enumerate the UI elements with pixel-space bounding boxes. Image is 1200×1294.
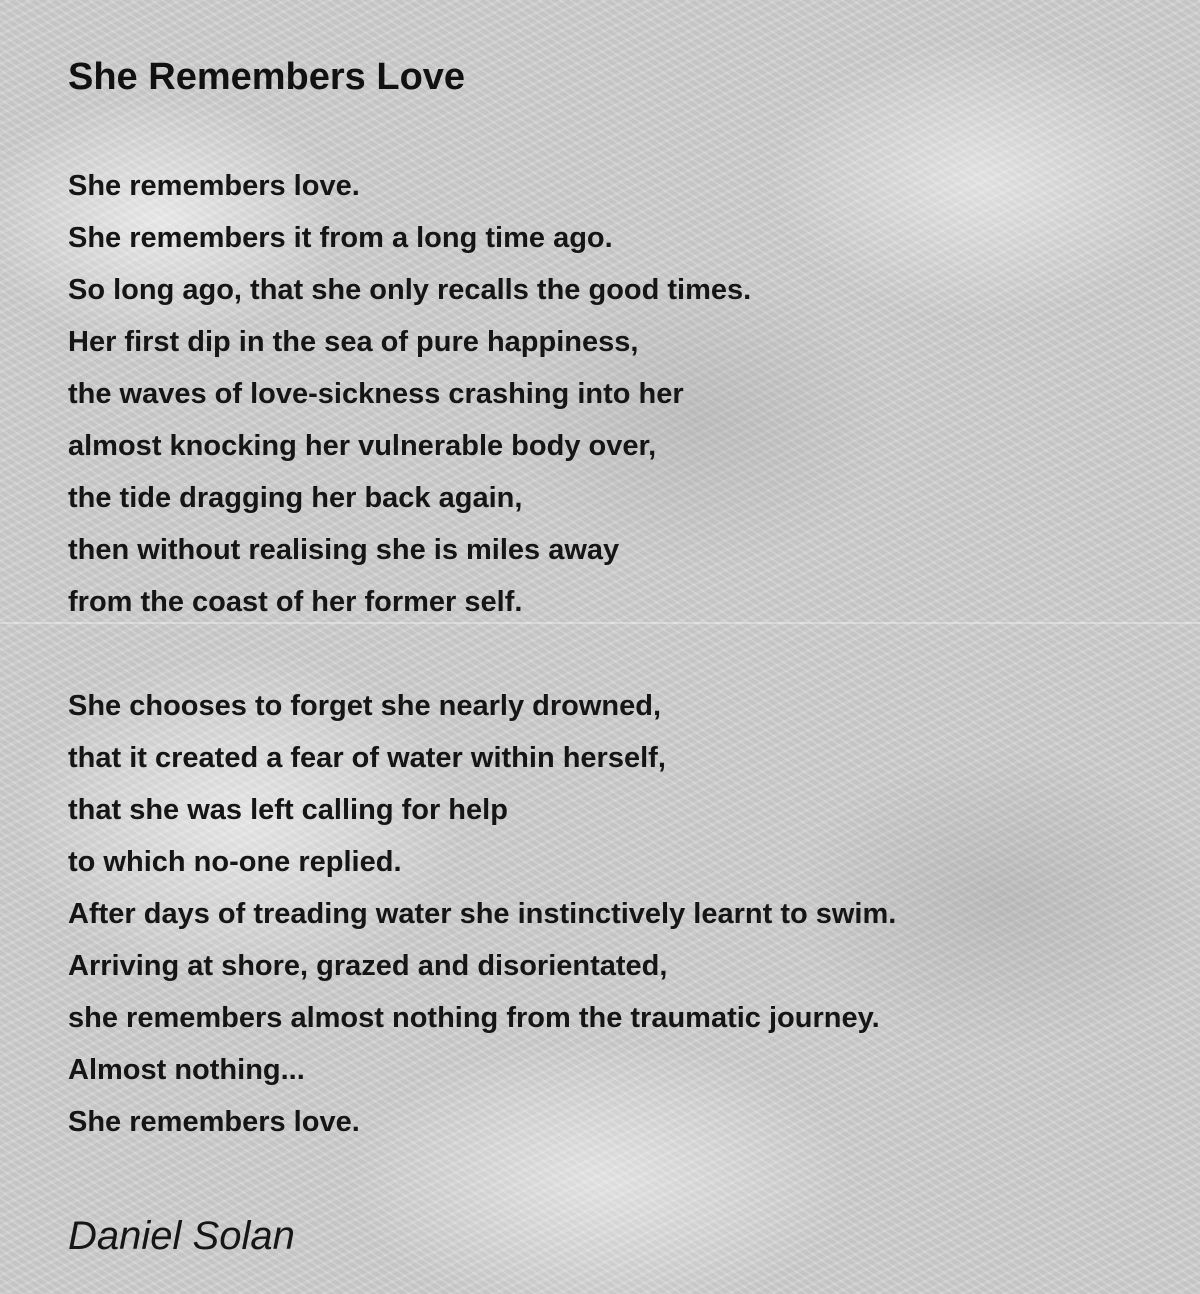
poem-line: Her first dip in the sea of pure happiness, [68, 326, 639, 358]
poem-line: So long ago, that she only recalls the good times. [68, 274, 752, 306]
poem-line: Arriving at shore, grazed and disorientated, [68, 950, 668, 982]
poem-line: almost knocking her vulnerable body over, [68, 430, 657, 462]
poem-line: from the coast of her former self. [68, 586, 523, 618]
poem-line: that she was left calling for help [68, 794, 508, 826]
poem-line: the tide dragging her back again, [68, 482, 523, 514]
poem-line: then without realising she is miles away [68, 534, 620, 566]
poem-line: she remembers almost nothing from the traumatic journey. [68, 1002, 880, 1034]
poem-line: that it created a fear of water within herself, [68, 742, 666, 774]
poem-line: the waves of love-sickness crashing into her [68, 378, 684, 410]
poem-line: She remembers love. [68, 1106, 360, 1138]
poem-line: Almost nothing... [68, 1054, 305, 1086]
poem-line: After days of treading water she instinctively learnt to swim. [68, 898, 897, 930]
stanza-1 [68, 160, 1168, 628]
poem-container [68, 54, 1168, 1260]
poem-author: Daniel Solan [68, 1214, 295, 1258]
poem-line: She chooses to forget she nearly drowned, [68, 690, 662, 722]
poem-line: She remembers love. [68, 170, 360, 202]
poem-line: to which no-one replied. [68, 846, 402, 878]
poem-line: She remembers it from a long time ago. [68, 222, 613, 254]
poem-title: She Remembers Love [68, 56, 466, 98]
stanza-2 [68, 680, 1168, 1148]
